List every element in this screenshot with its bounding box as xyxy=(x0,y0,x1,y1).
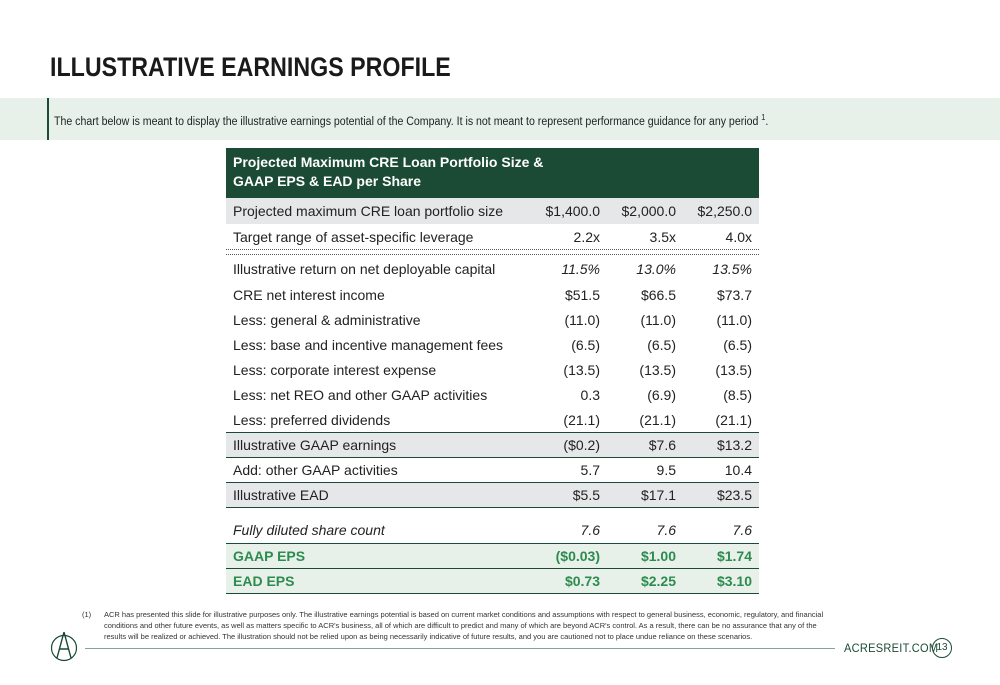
row-value-1: (11.0) xyxy=(564,311,600,328)
table-row xyxy=(226,224,759,250)
row-value-2: $2.25 xyxy=(640,573,676,589)
row-value-3: (11.0) xyxy=(716,311,752,328)
row-value-1: 7.6 xyxy=(580,521,600,538)
row-value-1: (21.1) xyxy=(563,411,600,428)
acres-logo-icon xyxy=(50,628,78,664)
row-value-3: 13.5% xyxy=(712,260,752,277)
row-value-2: 13.0% xyxy=(636,260,676,277)
subtitle: The chart below is meant to display the illustrative earnings potential of the Company. It is not meant to represent performance guidance for any period $^1$. xyxy=(54,113,769,128)
table-row xyxy=(226,407,759,432)
table-header-line-1: Projected Maximum CRE Loan Portfolio Size & xyxy=(233,154,544,170)
row-value-1: 11.5% xyxy=(561,260,600,277)
row-value-2: 3.5x xyxy=(649,228,676,245)
row-value-3: $13.2 xyxy=(716,437,752,453)
row-value-2: (13.5) xyxy=(639,361,676,378)
row-label: Add: other GAAP activities xyxy=(233,462,398,478)
earnings-table xyxy=(226,148,759,594)
page-number: 13 xyxy=(932,638,952,658)
website-link[interactable]: ACRESREIT.COM xyxy=(844,641,939,655)
subtitle-text: The chart below is meant to display the illustrative earnings potential of the Company. It is not meant to represent performance guidance for any period xyxy=(54,115,759,128)
row-value-1: $51.5 xyxy=(564,286,600,303)
footnote-text: ACR has presented this slide for illustrative purposes only. The illustrative earnings potential is based on current market conditions and assumptions with respect to general business, economic, regulatory, and financial conditions and other future events, as well as matters specific to ACR's business, all of which are difficult to predict and many of which are beyond ACR's control. As a result, there can be no assurance that any of the results will be realized or achieved. The illustration should not be relied upon as being necessarily indicative of future results, and you are cautioned not to place undue reliance on these scenarios. xyxy=(104,610,824,641)
row-value-1: 0.3 xyxy=(580,386,600,403)
row-value-3: 4.0x xyxy=(725,228,752,245)
row-label: Less: corporate interest expense xyxy=(233,361,437,378)
row-value-2: $1.00 xyxy=(640,548,676,564)
row-label: CRE net interest income xyxy=(233,286,385,303)
row-value-3: $3.10 xyxy=(716,573,752,589)
row-value-1: ($0.03) xyxy=(555,548,600,564)
table-row xyxy=(226,544,759,569)
row-label: EAD EPS xyxy=(233,573,295,589)
table-row xyxy=(226,458,759,482)
row-value-2: (6.5) xyxy=(647,336,676,353)
row-value-2: (6.9) xyxy=(647,386,676,403)
row-value-3: $2,250.0 xyxy=(697,203,752,219)
row-value-1: ($0.2) xyxy=(563,437,600,453)
footer-divider xyxy=(85,648,835,649)
row-value-3: (6.5) xyxy=(723,336,752,353)
row-value-1: $0.73 xyxy=(564,573,600,589)
row-label: Illustrative return on net deployable capital xyxy=(233,260,496,277)
table-row xyxy=(226,255,759,282)
table-row xyxy=(226,307,759,332)
row-label: GAAP EPS xyxy=(233,548,306,564)
row-label: Illustrative EAD xyxy=(233,487,329,503)
row-spacer xyxy=(226,508,759,516)
table-row xyxy=(226,382,759,407)
table-row xyxy=(226,569,759,594)
row-value-2: $17.1 xyxy=(640,487,676,503)
row-label: Less: net REO and other GAAP activities xyxy=(233,386,488,403)
table-row xyxy=(226,282,759,307)
row-value-3: (8.5) xyxy=(723,386,752,403)
table-header xyxy=(226,148,759,198)
subtitle-footnote-ref: 1 xyxy=(761,113,766,122)
row-label: Target range of asset-specific leverage xyxy=(233,228,474,245)
table-row xyxy=(226,357,759,382)
row-value-3: 10.4 xyxy=(724,462,752,478)
table-header-line-2: GAAP EPS & EAD per Share xyxy=(233,173,422,189)
row-value-2: 9.5 xyxy=(656,462,676,478)
row-value-3: (21.1) xyxy=(715,411,752,428)
row-value-1: (6.5) xyxy=(571,336,600,353)
row-value-2: $2,000.0 xyxy=(621,203,676,219)
table-row xyxy=(226,482,759,508)
row-label: Illustrative GAAP earnings xyxy=(233,437,397,453)
row-value-3: 7.6 xyxy=(732,521,752,538)
row-value-1: $5.5 xyxy=(572,487,600,503)
footnote-number: (1) xyxy=(82,610,92,619)
row-value-3: $23.5 xyxy=(716,487,752,503)
row-value-2: $66.5 xyxy=(640,286,676,303)
subtitle-accent-bar xyxy=(47,98,49,140)
row-value-3: $1.74 xyxy=(716,548,752,564)
row-value-3: (13.5) xyxy=(715,361,752,378)
table-row xyxy=(226,516,759,544)
row-value-1: (13.5) xyxy=(563,361,600,378)
row-value-2: $7.6 xyxy=(648,437,676,453)
table-row xyxy=(226,198,759,224)
row-value-3: $73.7 xyxy=(716,286,752,303)
row-value-2: (11.0) xyxy=(640,311,676,328)
row-label: Projected maximum CRE loan portfolio size xyxy=(233,203,503,219)
row-label: Less: preferred dividends xyxy=(233,411,391,428)
row-label: Less: base and incentive management fees xyxy=(233,336,504,353)
table-row xyxy=(226,332,759,357)
row-label: Less: general & administrative xyxy=(233,311,421,328)
row-value-2: 7.6 xyxy=(656,521,676,538)
page-title: ILLUSTRATIVE EARNINGS PROFILE xyxy=(50,52,451,82)
row-value-1: 2.2x xyxy=(573,228,600,245)
table-row xyxy=(226,432,759,458)
row-label: Fully diluted share count xyxy=(233,521,385,538)
row-value-2: (21.1) xyxy=(639,411,676,428)
row-value-1: $1,400.0 xyxy=(545,203,600,219)
row-value-1: 5.7 xyxy=(580,462,600,478)
